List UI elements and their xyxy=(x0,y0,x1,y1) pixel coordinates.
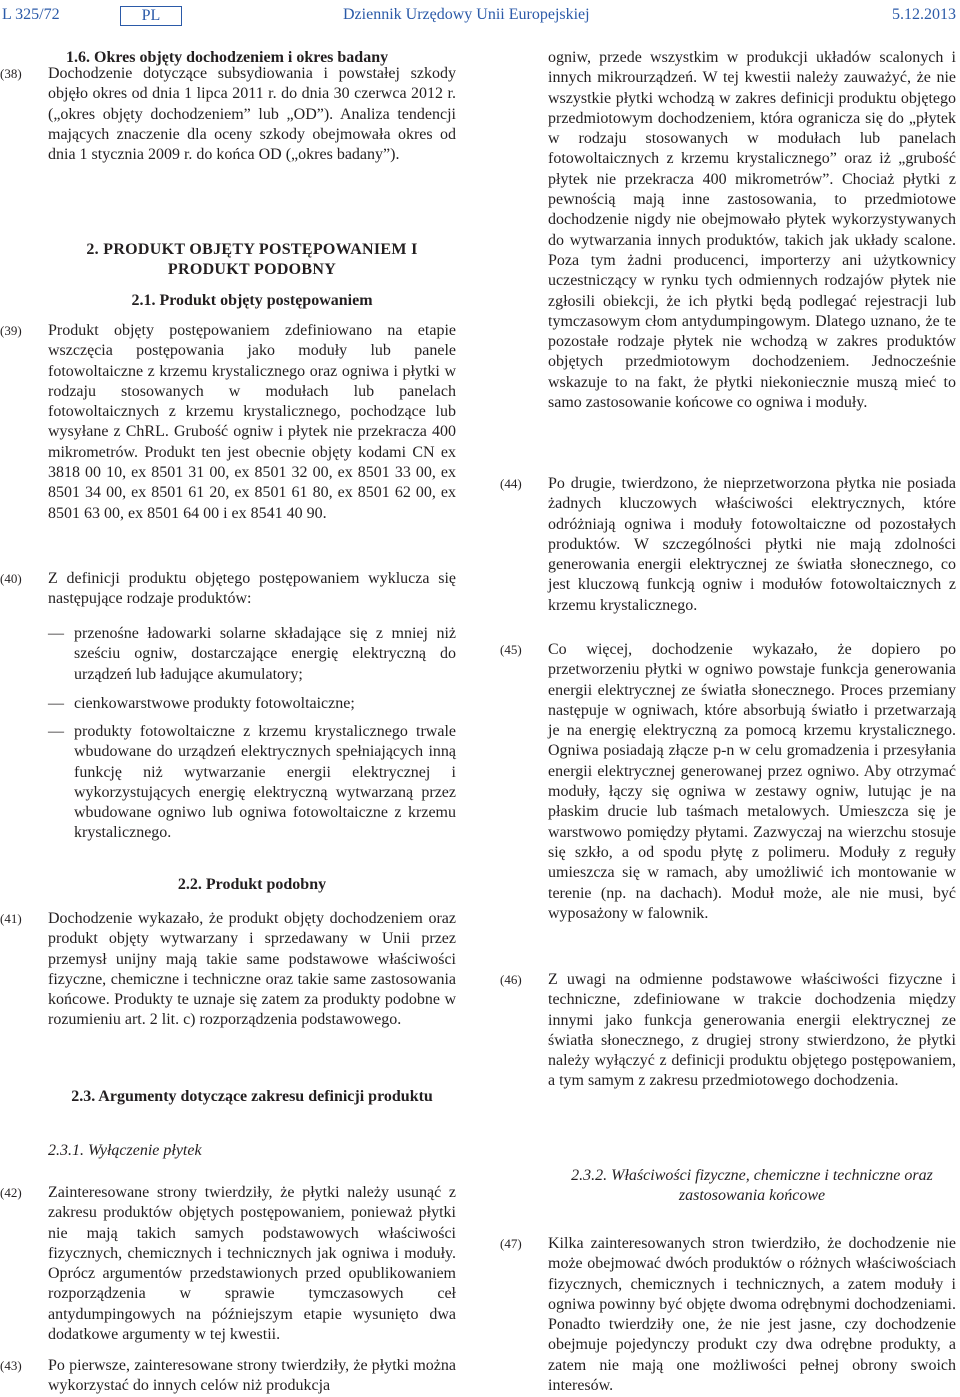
section-heading-2-1: 2.1. Produkt objęty postępowaniem xyxy=(131,292,373,309)
dash-bullet: — xyxy=(48,723,64,740)
section-heading-2-3-2: 2.3.2. Właściwości fizyczne, chemiczne i techniczne oraz zastosowania końcowe xyxy=(571,1167,933,1205)
dash-bullet: — xyxy=(48,625,64,642)
section-heading-2-3-1: 2.3.1. Wyłączenie płytek xyxy=(48,1142,202,1159)
journal-title: Dziennik Urzędowy Unii Europejskiej xyxy=(343,6,590,23)
section-heading-1-6: 1.6. Okres objęty dochodzeniem i okres badany xyxy=(66,49,389,66)
page-reference: L 325/72 xyxy=(2,6,60,23)
paragraph-47: Kilka zainteresowanych stron twierdziło, że dochodzenie nie może obejmować dwóch produktów o różnych właściwościach fizycznych, chemicznych i technicznych, a zatem moduły i ogniwa powinny być objęte dwoma odrębnymi dochodzeniami. Ponadto twierdziły one, że nie jest jasne, czy dochodzenie obejmuje pojedynczy produkt czy dwa odrębne produkty, a zatem nie mają one możliwości pełnej obrony swoich interesów. xyxy=(548,1235,956,1395)
paragraph-number: (40) xyxy=(0,571,22,586)
paragraph-number: (41) xyxy=(0,911,22,926)
section-heading-2-3: 2.3. Argumenty dotyczące zakresu definicji produktu xyxy=(71,1088,433,1105)
list-item xyxy=(48,722,456,844)
paragraph-number: (38) xyxy=(0,66,22,81)
paragraph-41: Dochodzenie wykazało, że produkt objęty dochodzeniem oraz produkt objęty wytwarzany i sprzedawany w Unii przez przemysł unijny mają takie same podstawowe właściwości fizyczne, chemiczne i techniczne oraz takie same zastosowania końcowe. Produkty te uznaje się zatem za produkty podobne w rozumieniu art. 2 lit. c) rozporządzenia podstawowego. xyxy=(48,910,456,1029)
paragraph-number: (42) xyxy=(0,1185,22,1200)
page-header xyxy=(0,6,960,30)
paragraph-number: (47) xyxy=(500,1236,522,1251)
list-item-text: cienkowarstwowe produkty fotowoltaiczne; xyxy=(74,695,355,712)
paragraph-number: (45) xyxy=(500,642,522,657)
paragraph-42: Zainteresowane strony twierdziły, że płytki należy usunąć z zakresu produktów objętych postępowaniem, ponieważ płytki nie mają takich samych podstawowych właściwości fizycznych, chemicznych i technicznych jak ogniwa i moduły. Oprócz argumentów przedstawionych przed opublikowaniem rozporządzenia w sprawie tymczasowych ceł antydumpingowych na późniejszym etapie wysunięto dwa dodatkowe argumenty w tej kwestii. xyxy=(48,1184,456,1344)
list-item xyxy=(48,624,456,685)
paragraph-number: (43) xyxy=(0,1358,22,1373)
paragraph-44: Po drugie, twierdzono, że nieprzetworzona płytka nie posiada żadnych kluczowych właściwości elektrycznych, które odróżniają ogniwa i moduły fotowoltaiczne od pozostałych produktów. W szczególności płytki nie mają zdolności generowania energii elektrycznej ze światła słonecznego, co jest kluczową funkcją ogniw i modułów fotowoltaicznych z krzemu krystalicznego. xyxy=(548,475,956,614)
section-heading-2: 2. PRODUKT OBJĘTY POSTĘPOWANIEM I PRODUKT PODOBNY xyxy=(86,241,418,279)
list-item-text: przenośne ładowarki solarne składające się z mniej niż sześciu ogniw, dostarczające energię elektryczną do urządzeń lub ładujące akumulatory; xyxy=(74,625,456,683)
paragraph-46: Z uwagi na odmienne podstawowe właściwości fizyczne i techniczne, zdefiniowane w trakcie dochodzenia między innymi jako funkcja generowania energii elektrycznej ze światła słonecznego, z drugiej strony stwierdzono, że płytki należy wyłączyć z definicji produktu objętego postępowaniem, a tym samym z zakresu przedmiotowego dochodzenia. xyxy=(548,971,956,1090)
paragraph-43-continued: ogniw, przede wszystkim w produkcji układów scalonych i innych mikrourządzeń. W tej kwestii należy zauważyć, że nie wszystkie płytki wchodzą w zakres definicji produktu objętego przedmiotowym dochodzeniem, która ogranicza się do „płytek w rodzaju stosowanych w modułach lub panelach fotowoltaicznych z krzemu krystalicznego” oraz iż „grubość płytek nie przekracza 400 mikrometrów”. Chociaż płytki z pewnością mają inne zastosowania, to przedmiotowe dochodzenie nigdy nie obejmowało płytek wykorzystywanych do wytwarzania innych produktów, takich jak układy scalone. Poza tym żadni producenci, importerzy ani użytkownicy uczestniczący w rynku tych odmiennych rodzajów płytek nie zgłosili obiekcji, że ich płytki będą podlegać rejestracji lub tymczasowym cłom antydumpingowym. Dlatego uznano, że te pozostałe rodzaje płytek nie wchodzą w zakres produktów objętych przedmiotowym dochodzeniem. Jednocześnie wskazuje to na fakt, że płytki niekoniecznie muszą mieć to samo zastosowanie końcowe co ogniwa i moduły. xyxy=(548,49,956,412)
paragraph-number: (39) xyxy=(0,323,22,338)
list-item xyxy=(48,694,456,714)
language-badge: PL xyxy=(120,6,182,26)
section-heading-2-2: 2.2. Produkt podobny xyxy=(177,876,327,893)
list-item-text: produkty fotowoltaiczne z krzemu krystalicznego trwale wbudowane do urządzeń elektrycznych spełniających inną funkcję niż wytwarzanie energii elektrycznej i wykorzystujących energię elektryczną wytwarzaną przez wbudowane ogniwo lub ogniwa fotowoltaiczne z krzemu krystalicznego. xyxy=(74,723,456,842)
paragraph-45: Co więcej, dochodzenie wykazało, że dopiero po przetworzeniu płytki w ogniwo powstaje funkcja generowania energii elektrycznej ze światła słonecznego. Proces przemiany następuje w ogniwach, które absorbują światło i przetwarzają je na energię elektryczną za pomocą krzemu krystalicznego. Ogniwa posiadają złącze p-n w celu gromadzenia i przesyłania energii elektrycznej generowanej przez ogniwo. Aby otrzymać moduły, łączy się ogniwa w zestawy ogniw, lutując je na płaskim drucie lub taśmach metalowych. Umieszcza się je warstwowo pomiędzy płytami. Zazwyczaj na wierzchu stosuje się szkło, a od spodu płytę z polimeru. Moduły z reguły umieszcza się w ramach, aby umożliwić ich montowanie w terenie (np. na dachach). Moduł może, ale nie musi, być wyposażony w falownik. xyxy=(548,641,956,922)
paragraph-40: Z definicji produktu objętego postępowaniem wyklucza się następujące rodzaje produktów: xyxy=(48,570,456,608)
paragraph-38: Dochodzenie dotyczące subsydiowania i powstałej szkody objęło okres od dnia 1 lipca 2011 r. do dnia 30 czerwca 2012 r. („okres objęty dochodzeniem” lub „OD”). Analiza tendencji mających znaczenie dla oceny szkody obejmowała okres od dnia 1 stycznia 2009 r. do końca OD („okres badany”). xyxy=(48,65,456,164)
publication-date: 5.12.2013 xyxy=(892,6,956,23)
paragraph-43: Po pierwsze, zainteresowane strony twierdziły, że płytki można wykorzystać do innych celów niż produkcja xyxy=(48,1357,456,1395)
paragraph-number: (46) xyxy=(500,972,522,987)
dash-bullet: — xyxy=(48,695,64,712)
paragraph-number: (44) xyxy=(500,476,522,491)
paragraph-39: Produkt objęty postępowaniem zdefiniowano na etapie wszczęcia postępowania jako moduły lub panele fotowoltaiczne z krzemu krystalicznego oraz ogniwa i płytki w rodzaju stosowanych w modułach lub panelach fotowoltaicznych z krzemu krystalicznego, pochodzące lub wysyłane z ChRL. Grubość ogniw i płytek nie przekracza 400 mikrometrów. Produkt ten jest obecnie objęty kodami CN ex 3818 00 10, ex 8501 31 00, ex 8501 32 00, ex 8501 33 00, ex 8501 34 00, ex 8501 61 20, ex 8501 61 80, ex 8501 62 00, ex 8501 63 00, ex 8501 64 00 i ex 8541 40 90. xyxy=(48,322,456,522)
